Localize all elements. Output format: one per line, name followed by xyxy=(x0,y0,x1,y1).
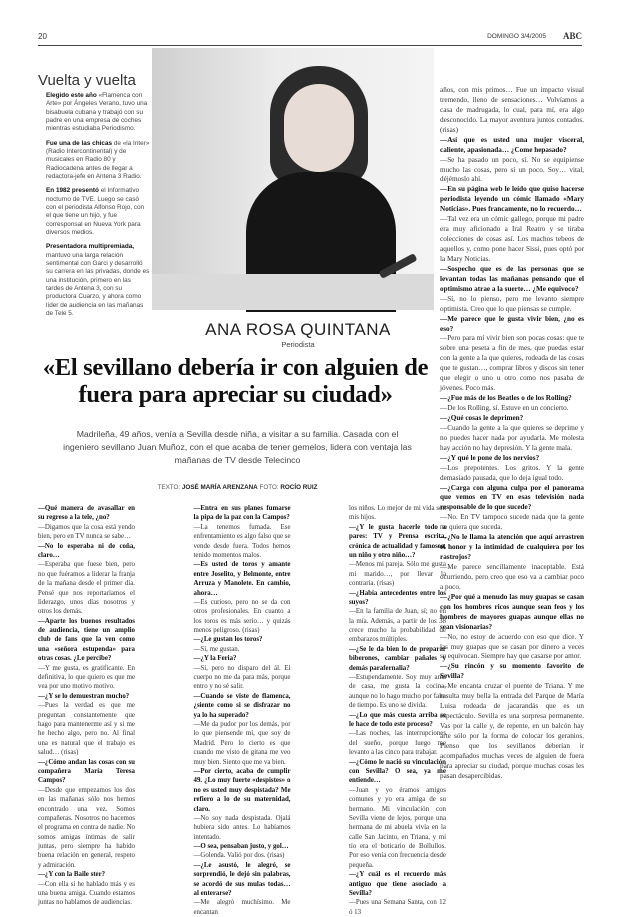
interview-answer: —Me encanta cruzar el puente de Triana. Y me resulta muy bella la entrada del Parque de María Luisa rodeada de jacarandás que es un espectáculo. Sevilla es una sorpresa permanente. Vas por la calle y, de repente, en un balcón hay arte sólo por la forma de colocar los geranios. Pienso que los sevillanos deberían ir acompañados muchas veces de alguien de fuera para apreciar su ciudad, porque muchas cosas les pasan desapercibidas. xyxy=(440,682,584,780)
page-header xyxy=(38,32,582,44)
interview-answer: —Los prepotentes. Los gritos. Y la gente demasiado pausada, que lo deja igual todo. xyxy=(440,463,584,482)
byline: TEXTO: JOSÉ MARÍA ARENZANA FOTO: ROCÍO RUIZ xyxy=(157,484,318,491)
interview-answer: —Se ha pasado un poco, sí. No se equipiense mucho las cosas, pero sí un poco. Soy… vital, déjémoslo ahí. xyxy=(440,155,584,184)
interview-question: —¿Se le da bien lo de preparar biberones, cambiar pañales y demás parafernalia? xyxy=(349,645,446,672)
interview-question: —¿Y cuál es el recuerdo más antiguo que tiene asociado a Sevilla? xyxy=(349,871,446,898)
interview-answer: —La tenemos fumada. Ese enfrentamiento es algo falso que se vende desde fuera. Todos hemos tenido momentos malos. xyxy=(193,523,291,559)
interview-answer: —Golenda. Valió por dos. (risas) xyxy=(193,852,285,860)
header-rule xyxy=(38,45,582,46)
interview-question: —En su página web le leído que quiso hacerse periodista leyendo un cómic llamado «Mary Noticias». Pues francamente, no lo recuerdo… xyxy=(440,185,584,214)
interview-question: —Es usted de toros y amante entre Joselito, y Belmonte, entre Arruza y Manolete. En cambio, ahora… xyxy=(193,561,291,597)
interview-answer: —No soy nada despistada. Ojalá hubiera sido antes. Lo habíamos intentado. xyxy=(193,814,291,841)
interview-question: —Me parece que le gusta vivir bien, ¿no es eso? xyxy=(440,314,584,333)
interview-answer: —Pues la verdad es que me preguntan constantemente que hago para mantenerme así y si me he hecho algo, pero no. Al final una es natural que el trabajo es salud… (risas) xyxy=(38,702,135,757)
interview-question: —¿Había antecedentes entre los suyos? xyxy=(349,589,446,606)
interview-column-right xyxy=(440,86,584,782)
interview-question: —O sea, pensaban justo, y gol… xyxy=(193,843,289,851)
interview-answer: —Digamos que la cosa está yendo bien, pero en TV nunca se sabe… xyxy=(38,523,135,541)
interview-question: —Por cierto, acaba de cumplir 49. ¿Lo muy fuerte «despistes» o no es usted muy despistada? Me refiero a lo de su maternidad, claro. xyxy=(193,767,291,813)
interviewee-name: ANA ROSA QUINTANA xyxy=(205,320,391,339)
interview-question: —Qué manera de avasallar en su regreso a la tele, ¿no? xyxy=(38,505,135,522)
interview-question: —¿No le llama la atención que aquí arrastren el honor y la intimidad de cualquiera por los rastrojos? xyxy=(440,533,584,562)
interview-answer: —No. En TV tampoco sucede nada que la gente no quiera que suceda. xyxy=(440,513,584,532)
interview-answer: —Es curioso, pero no se da con otros profesionales. En cuanto a los toros es más serio… y quizás menos peligroso. (risas) xyxy=(193,598,291,635)
interview-question: —Sospecho que es de las personas que se levantan todas las mañanas pensando que el optimismo atrae a la suerte… ¿Me equivoco? xyxy=(440,264,584,293)
interview-question: —Aparte los buenos resultados de audiencia, tiene un amplio club de fans que la ven como una «señora estupenda» para otras cosas. ¿Le percibe? xyxy=(38,617,135,663)
interview-question: —¿Qué cosas le deprimen? xyxy=(440,413,524,422)
interview-answer: —Juan y yo éramos amigos comunes y yo era amiga de su hermano. Mi vinculación con Sevilla viene de lejos, porque una hermana de mi abuela vivía en la calle San Jacinto, en Triana, y mi tío era el boticario de Bollullos. Por eso venía con frecuencia desde pequeña. xyxy=(349,786,446,869)
interview-column xyxy=(38,504,136,907)
interview-column xyxy=(193,504,291,916)
bio-paragraph: Elegido este año «Flamenca con Arte» por Ángeles Verano, tuvo una bisabuela cubana y trabajó con su padre en una empresa de coches mientras estudiaba Periodismo. xyxy=(46,92,148,133)
bio-paragraph: Fue una de las chicas de «la Inter» (Radio Intercontinental) y de musicales en Radio 80 y Radiocadena antes de llegar a redactora-jefe en Antena 3 Radio. xyxy=(46,139,150,180)
interview-answer: —Tal vez era un cómic gallego, porque mi padre era muy aficionado a Iral Reatro y se tiraba colecciones de cosas así. Los machos tebeos de aquellos y, como pone hacer Sissi, pues optó por la Mary Noticias. xyxy=(440,215,584,263)
interview-question: —¿Cómo andan las cosas con su compañera María Teresa Campos? xyxy=(38,758,135,785)
interview-answer: —No, no estoy de acuerdo con eso que dice. Y las muy guapas que se casan por dinero a veces se equivocan. Siempre hay que casarse por amor. xyxy=(440,632,584,661)
interview-answer: —Me parece sencillamente inaceptable. Está ocurriendo, pero creo que eso va a cambiar poco a poco. xyxy=(440,563,584,591)
interview-answer: —De los Rolling, sí. Estuve en un concierto. xyxy=(440,404,569,412)
interviewee-role: Periodista xyxy=(281,340,315,349)
interview-answer: —Me da pudor por los demás, por lo que piensende mí, que soy de Madrid. Pero lo cierto es que cuando me visto de gitana me veo muy bien. Siento que me va bien. xyxy=(193,720,291,766)
interview-body xyxy=(38,504,446,916)
interview-column xyxy=(349,504,446,916)
bio-paragraph: En 1982 presentó el Informativo nocturno de TVE. Luego se casó con el periodista Alfonso Rojo, con el que tiene un hijo, y fue corresponsal en Nueva York para diversos medios. xyxy=(46,187,145,236)
interview-answer: —Pero para mí vivir bien son pocas cosas: que te sobre una peseta a fin de mes, que puedas estar con la gente a la que quieres, rodeada de las cosas que te gustan…, comprar libros y discos sin tener que elegir o uno u otro como nos pasaba de jóvenes. Poco más. xyxy=(440,334,584,393)
interview-question: —No lo esperaba ni de coña, claro… xyxy=(38,542,135,559)
interview-question: —¿Y con la Baile ster? xyxy=(38,871,106,879)
interview-answer: —Y me gusta, es gratificante. En definitiva, lo que quiero es que me vea por uno motivo motivo. xyxy=(38,664,135,691)
interview-answer: —Estupendamente. Soy muy ama de casa, me gusta la cocina, aunque no lo hago mucho por falta de tiempo. Es uno se divida. xyxy=(349,674,446,710)
interview-question: —¿Le gustan los toros? xyxy=(193,636,263,644)
interview-question: —¿Y qué le pone de los nervios? xyxy=(440,453,540,462)
issue-date: DOMINGO 3/4/2005 xyxy=(487,33,546,40)
section-title: Vuelta y vuelta xyxy=(38,72,136,89)
interview-answer: —Me alegró muchísimo. Me encantan xyxy=(193,899,291,916)
interview-question: —¿Le asustó, le alegró, se sorprendió, le dejó sin palabras, se acordó de sus mulas todas… al enterarse? xyxy=(193,861,291,898)
interview-question: —¿Y la Feria? xyxy=(193,655,237,663)
interview-question: —¿Su rincón y su momento favorito de Sevilla? xyxy=(440,662,584,681)
interview-answer: —Sí, no lo pienso, pero me levanto siempre optimista. Creo que lo que piensas se cumple. xyxy=(440,294,584,313)
interview-answer: —Pues una Semana Santa, con 12 ó 13 xyxy=(349,899,446,916)
interview-question: —Así que es usted una mujer visceral, caliente, apasionada… ¿Come hepasado? xyxy=(440,135,584,154)
interview-question: —¿Y se lo demuestran mucho? xyxy=(38,692,130,700)
portrait-photo xyxy=(152,48,434,310)
interview-question: —¿Fue más de los Beatles o de los Rolling? xyxy=(440,394,572,403)
interview-answer: años, con mis primos… Fue un impacto visual tremendo, lleno de sensaciones… Volvíamos a casa de madrugada, lo cual, para mí, era algo desconocido. La mayor aventura juntos contados. (risas) xyxy=(440,86,584,134)
bio-sidebar xyxy=(46,92,150,324)
interview-answer: —Cuando la gente a la que quieres se deprime y no puedes hacer nada por ayudarla. Me molesta hay acción no hay depresión. Y la gente mala. xyxy=(440,423,584,452)
interview-question: —¿Y le gusta hacerle todo a pares: TV y Prensa escrita, crónica de actualidad y famoseo, un niño y otro niño…? xyxy=(349,523,446,559)
page-number: 20 xyxy=(38,32,47,41)
interview-answer: —Menos mi pareja. Sólo me gusta mi marido…, por llevar la contraria. (risas) xyxy=(349,561,446,588)
interview-answer: —Las noches, las interrupciones del sueño, porque luego me levanto a las cinco para trabajar. xyxy=(349,730,446,757)
interview-answer: —Sí, pero no disparo del ál. El cuerpo no me da para más, porque entro y no sé salir. xyxy=(193,664,291,691)
interview-question: —¿Cómo le nació su vinculación con Sevilla? O sea, ya me entiende… xyxy=(349,758,446,785)
interview-question: —¿Carga con alguna culpa por el panorama que vemos en TV en esas televisión nada responsable de lo que sucede? xyxy=(440,483,584,512)
interview-answer: —Desde que empezamos los dos en las mañanas sólo nos hemos encontrado una vez. Somos compañeras. Nosotros no hacemos el programa en contra de nadie. No somos amigas íntimas de salir juntas, pero siempre ha habido buena relación en general, respeto y admiración. xyxy=(38,786,136,869)
interview-answer: —En la familia de Juan, sí; no en la mía. Además, a partir de los 38 crece mucho la probabilidad de embarazos múltiples. xyxy=(349,608,446,644)
interview-question: —¿Por qué a menudo las muy guapas se casan con los hombres ricos aunque sean feos y los hombres de mayores guapas aunque ellas no sean visionarias? xyxy=(440,592,584,631)
subheadline: Madrileña, 49 años, venía a Sevilla desde niña, a visitar a su familia. Casada con el ingeniero sevillano Juan Muñoz, con el que acaba de tener gemelos, lidera con ventaja las mañanas de TV desde Telecinco xyxy=(63,429,412,466)
interview-answer: —Sí, me gustan. xyxy=(193,645,240,653)
interview-answer: —Esperaba que fuese bien, pero no que fuéramos a liderar la franja de la mañana desde el primer día. Pensé que nos reportaríamos el liderazgo, unos días nosotros y otros los demás. xyxy=(38,561,135,616)
interview-answer: los niños. Lo mejor de mi vida son mis hijos. xyxy=(349,505,446,522)
interview-question: —¿Lo que más cuesta arriba se le hace de todo este proceso? xyxy=(349,711,446,728)
bio-paragraph: Presentadora multipremiada, mantuvo una larga relación sentimental con Garci y desarrolló su carrera en las privadas, donde es una institución, primero en las tardes de Antena 3, con su productora Cuarzo, y ahora como líder de audiencia en las mañanas de Tele 5. xyxy=(46,243,150,317)
newspaper-logo: ABC xyxy=(562,31,582,41)
interview-question: —Entra en sus planes fumarse la pipa de la paz con la Campos? xyxy=(193,505,291,522)
headline: «El sevillano debería ir con alguien de fuera para apreciar su ciudad» xyxy=(42,354,429,409)
interview-question: —Cuando se viste de flamenca, ¿siente como si se disfrazar no ya lo ha superado? xyxy=(193,692,291,719)
interview-answer: —Con ella sí he hablado más y es una buena amiga. Cuando estamos juntas no hablamos de audiencias. xyxy=(38,880,135,907)
